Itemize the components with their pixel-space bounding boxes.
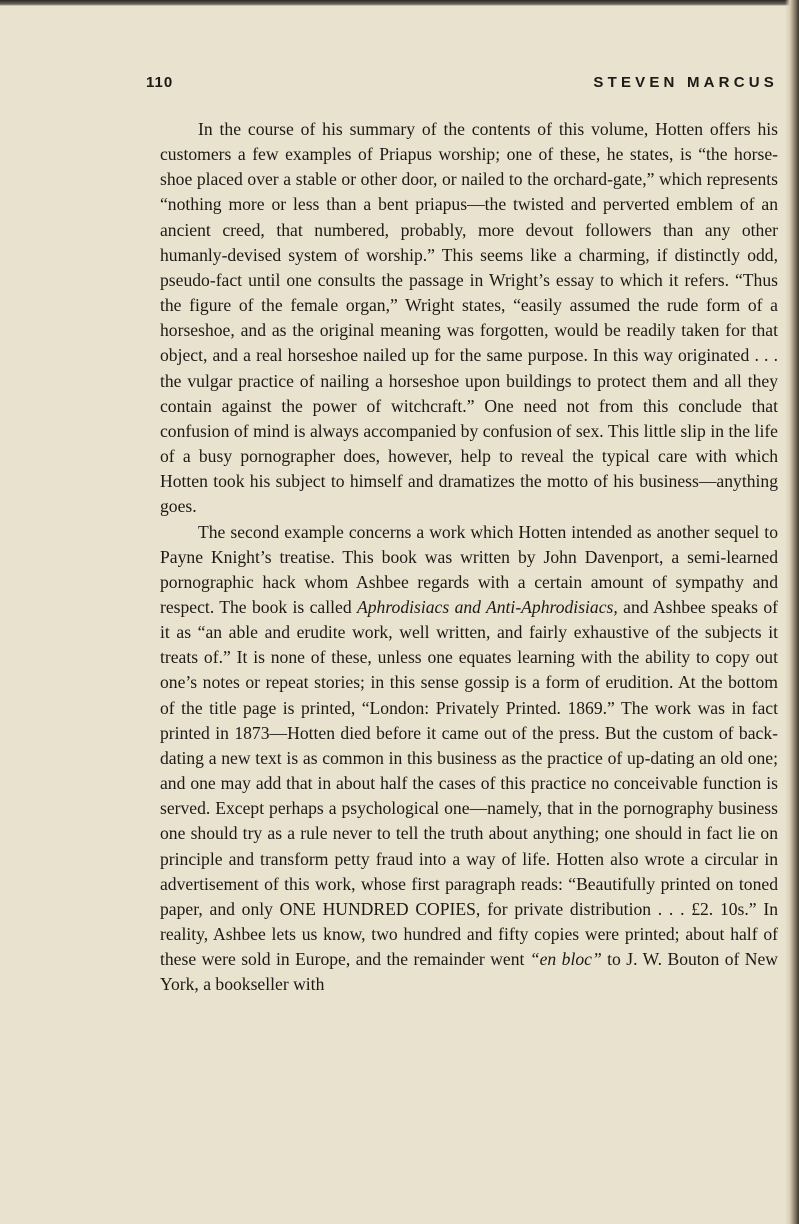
page-number: 110	[146, 74, 174, 91]
running-title: STEVEN MARCUS	[593, 74, 778, 91]
paragraph-2	[160, 520, 778, 998]
book-title-italic: Aphrodisiacs and Anti-Aphrodisiacs,	[357, 596, 618, 617]
body-text	[160, 117, 778, 997]
paragraph-2-text-c: to J. W. Bouton of New York, a bookseller with	[160, 949, 778, 995]
paragraph-2-text-a: The second example concerns a work which Hotten intended as another sequel to Payne Knight’s treatise. This book was written by John Davenport, a semi-learned pornographic hack whom Ashbee regards with a certain amount of sympathy and respect. The book is called	[160, 521, 778, 617]
paragraph-1: In the course of his summary of the contents of this volume, Hotten offers his customers a few examples of Priapus worship; one of these, he states, is “the horse-shoe placed over a stable or other door, or nailed to the orchard-gate,” which represents “nothing more or less than a bent priapus—the twisted and perverted emblem of an ancient creed, that numbered, probably, more devout followers than any other humanly-devised system of worship.” This seems like a charming, if distinctly odd, pseudo-fact until one consults the passage in Wright’s essay to which it refers. “Thus the figure of the female organ,” Wright states, “easily assumed the rude form of a horseshoe, and as the original meaning was forgotten, would be readily taken for that object, and a real horseshoe nailed up for the same purpose. In this way originated . . . the vulgar practice of nailing a horseshoe upon buildings to protect them and all they contain against the power of witchcraft.” One need not from this conclude that confusion of mind is always accompanied by confusion of sex. This little slip in the life of a busy pornographer does, however, help to reveal the typical care with which Hotten took his subject to himself and dramatizes the motto of his business—anything goes.	[160, 119, 778, 517]
paragraph-2-text-b: and Ashbee speaks of it as “an able and erudite work, well written, and fairly exhaustive of the subjects it treats of.” It is none of these, unless one equates learning with the ability to copy out one’s notes or repeat stories; in this sense gossip is a form of erudition. At the bottom of the title page is printed, “London: Privately Printed. 1869.” The work was in fact printed in 1873—Hotten died before it came out of the press. But the custom of back-dating a new text is as common in this business as the practice of up-dating an old one; and one may add that in about half the cases of this practice no conceivable function is served. Except perhaps a psychological one—namely, that in the pornography business one should try as a rule never to tell the truth about anything; one should in fact lie on principle and transform petty fraud into a way of life. Hotten also wrote a circular in advertisement of this work, whose first paragraph reads: “Beautifully printed on toned paper, and only ONE HUNDRED COPIES, for private distribution . . . £2. 10s.” In reality, Ashbee lets us know, two hundred and fifty copies were printed; about half of these were sold in Europe, and the remainder went	[160, 596, 779, 970]
foreign-phrase-italic: “en bloc”	[529, 949, 602, 970]
running-head	[146, 74, 778, 98]
